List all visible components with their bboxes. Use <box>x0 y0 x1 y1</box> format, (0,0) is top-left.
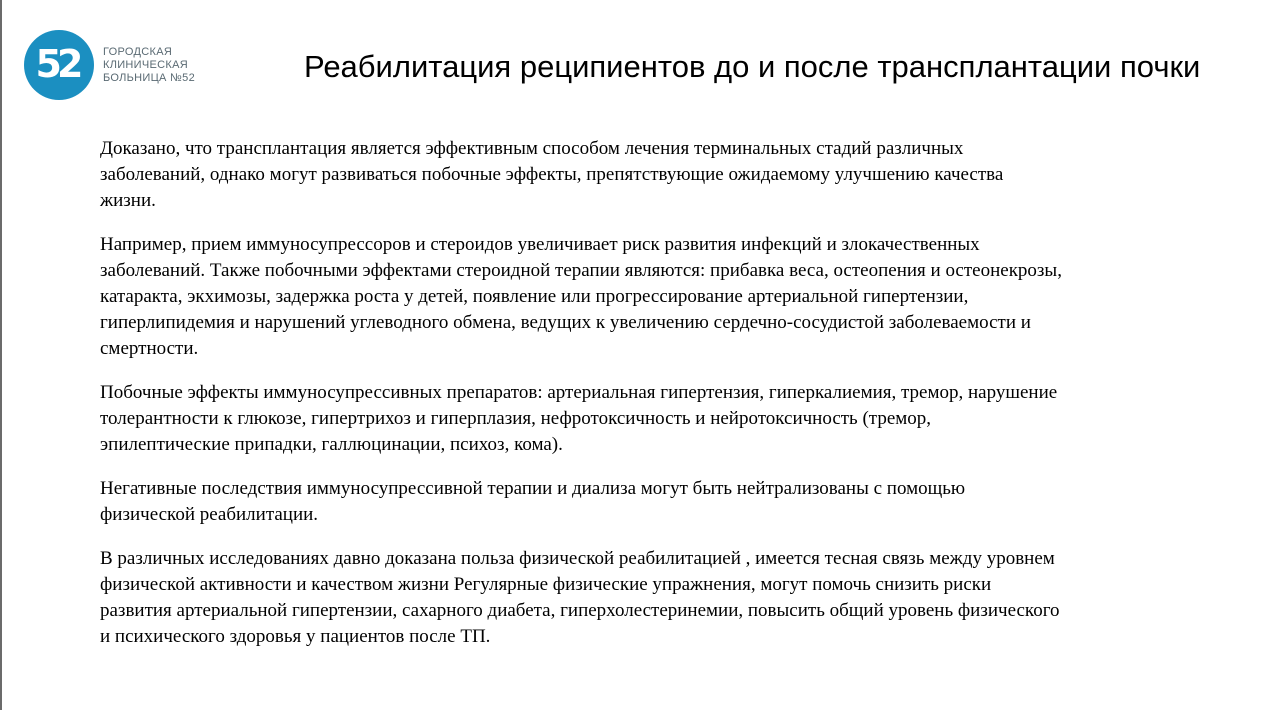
text-line: заболеваний, однако могут развиваться побочные эффекты, препятствующие ожидаемому улучшению качества <box>100 164 1004 185</box>
paragraph-immunosuppressant-side-effects <box>100 380 1200 458</box>
text-line: физической активности и качеством жизни Регулярные физические упражнения, могут помочь снизить риски <box>100 574 992 595</box>
paragraph-research-benefits <box>100 546 1200 650</box>
paragraph-rehabilitation-neutralization <box>100 476 1200 528</box>
logo-line: КЛИНИЧЕСКАЯ <box>103 58 188 71</box>
text-line: физической реабилитации. <box>100 504 319 525</box>
slide-body <box>100 136 1200 668</box>
text-line: заболеваний. Также побочными эффектами стероидной терапии являются: прибавка веса, остеопения и остеонекрозы, <box>100 260 1062 281</box>
text-line: Например, прием иммуносупрессоров и стероидов увеличивает риск развития инфекций и злокачественных <box>100 234 980 255</box>
logo-emblem <box>24 30 94 100</box>
text-line: смертности. <box>100 338 199 359</box>
text-line: развития артериальной гипертензии, сахарного диабета, гиперхолестеринемии, повысить общий уровень физического <box>100 600 1060 621</box>
text-line: толерантности к глюкозе, гипертрихоз и гиперплазия, нефротоксичность и нейротоксичность (тремор, <box>100 408 932 429</box>
text-line: эпилептические припадки, галлюцинации, психоз, кома). <box>100 434 563 455</box>
logo-text <box>103 46 195 85</box>
hospital-logo <box>24 30 195 100</box>
text-line: жизни. <box>100 190 156 211</box>
left-border <box>0 0 2 710</box>
text-line: и психического здоровья у пациентов после ТП. <box>100 626 491 647</box>
text-line: Доказано, что трансплантация является эффективным способом лечения терминальных стадий различных <box>100 138 964 159</box>
paragraph-steroid-side-effects <box>100 232 1200 362</box>
text-line: гиперлипидемия и нарушений углеводного обмена, ведущих к увеличению сердечно-сосудистой заболеваемости и <box>100 312 1031 333</box>
paragraph-transplant-effectiveness <box>100 136 1200 214</box>
text-line: Побочные эффекты иммуносупрессивных препаратов: артериальная гипертензия, гиперкалиемия, тремор, нарушение <box>100 382 1058 403</box>
text-line: Негативные последствия иммуносупрессивной терапии и диализа могут быть нейтрализованы с помощью <box>100 478 966 499</box>
page-title: Реабилитация реципиентов до и после трансплантации почки <box>304 49 1201 84</box>
logo-line: БОЛЬНИЦА №52 <box>103 71 195 84</box>
logo-digits: 52 <box>35 42 79 86</box>
text-line: В различных исследованиях давно доказана польза физической реабилитацией , имеется тесная связь между уровнем <box>100 548 1055 569</box>
text-line: катаракта, экхимозы, задержка роста у детей, появление или прогрессирование артериальной гипертензии, <box>100 286 969 307</box>
logo-line: ГОРОДСКАЯ <box>103 45 173 58</box>
